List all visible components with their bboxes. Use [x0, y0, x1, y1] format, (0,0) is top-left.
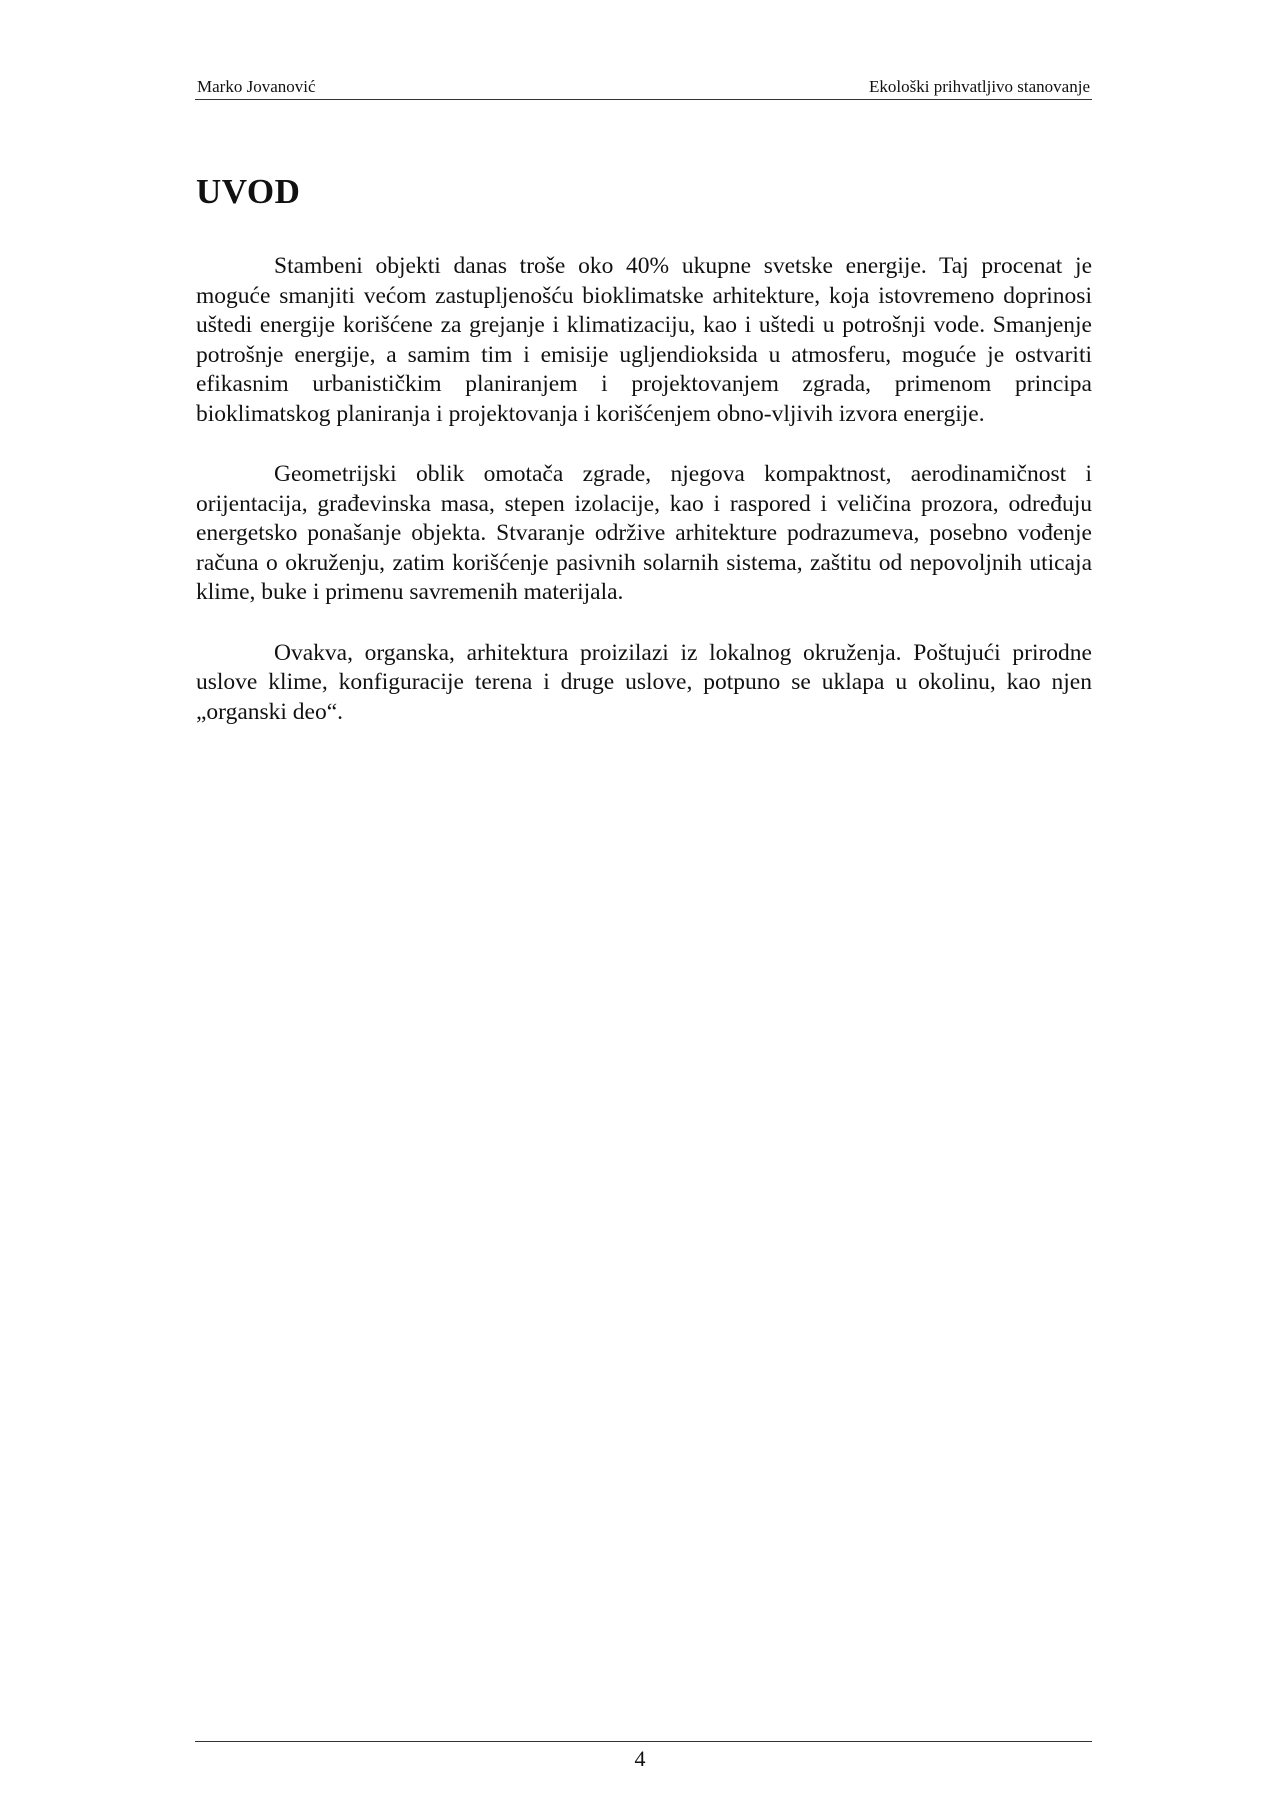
page-number: 4 [634, 1746, 646, 1771]
header-author: Marko Jovanović [197, 77, 316, 96]
page-header [195, 77, 1092, 100]
section-title: UVOD [196, 172, 301, 211]
paragraph-1: Stambeni objekti danas troše oko 40% ukupne svetske energije. Taj procenat je moguće smanjiti većom zastupljenošću bioklimatske arhitekture, koja istovremeno doprinosi uštedi energije korišćene za grejanje i klimatizaciju, kao i uštedi u potrošnji vode. Smanjenje potrošnje energije, a samim tim i emisije ugljendioksida u atmosferu, moguće je ostvariti efikasnim urbanističkim planiranjem i projektovanjem zgrada, primenom principa bioklimatskog planiranja i projektovanja i korišćenjem obno-vljivih izvora energije. [196, 253, 1092, 427]
section-body [196, 252, 1092, 758]
paragraph-2: Geometrijski oblik omotača zgrade, njegova kompaktnost, aerodinamičnost i orijentacija, građevinska masa, stepen izolacije, kao i raspored i veličina prozora, određuju energetsko ponašanje objekta. Stvaranje održive arhitekture podrazumeva, posebno vođenje računa o okruženju, zatim korišćenje pasivnih solarnih sistema, zaštitu od nepovoljnih uticaja klime, buke i primenu savremenih materijala. [196, 461, 1092, 605]
header-document-title: Ekološki prihvatljivo stanovanje [869, 77, 1090, 96]
footer-divider [195, 1741, 1092, 1742]
paragraph-3: Ovakva, organska, arhitektura proizilazi iz lokalnog okruženja. Poštujući prirodne uslove klime, konfiguracije terena i druge uslove, potpuno se uklapa u okolinu, kao njen „organski deo“. [196, 639, 1092, 725]
